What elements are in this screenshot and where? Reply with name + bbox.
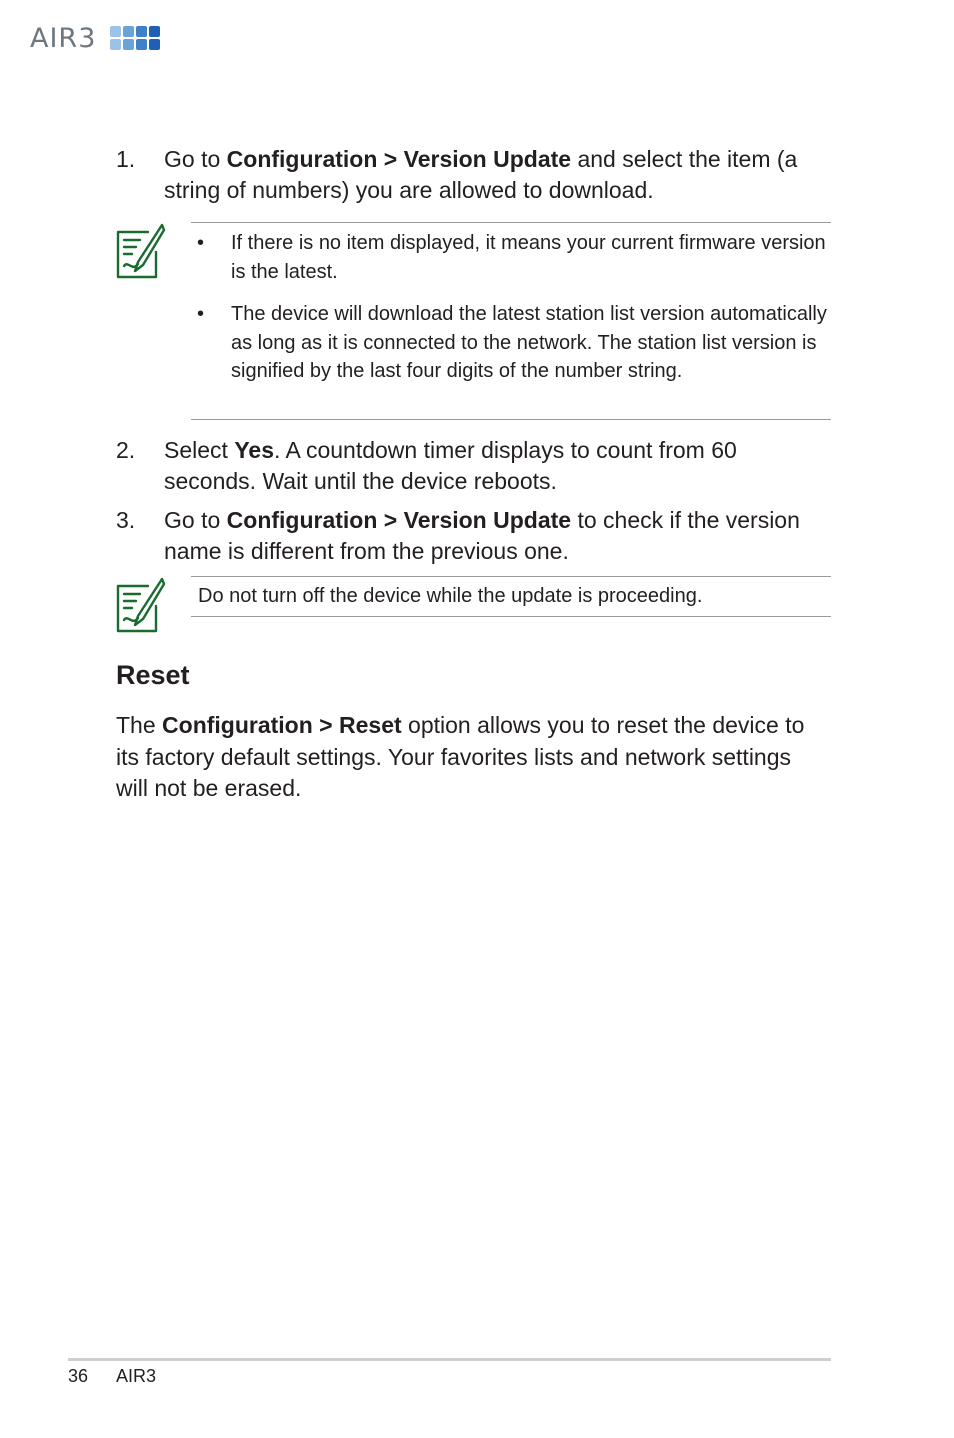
bullet: •: [197, 303, 205, 325]
text: Go to: [164, 146, 227, 172]
note-pencil-icon: [114, 222, 166, 280]
menu-separator: >: [377, 507, 404, 533]
page-number: 36: [68, 1366, 89, 1386]
note-pencil-icon: [114, 576, 166, 634]
menu-configuration: Configuration: [226, 146, 378, 172]
logo-square: [110, 39, 121, 50]
text: Go to: [164, 507, 227, 533]
note-box: [191, 222, 831, 420]
logo-square: [110, 26, 121, 37]
logo-square: [136, 39, 147, 50]
footer-divider: [68, 1358, 831, 1361]
step-number: 2.: [116, 437, 136, 463]
note-text: The device will download the latest station list version automatically as long as it is connected to the network. The station list version is signified by the last four digits of the number string.: [231, 303, 827, 382]
reset-paragraph: [116, 710, 828, 805]
option-yes: Yes: [234, 437, 274, 463]
menu-separator: >: [377, 146, 404, 172]
logo-square: [149, 26, 160, 37]
text: Select: [164, 437, 235, 463]
step-text: [164, 435, 826, 497]
text: The: [116, 712, 163, 738]
product-logo-text: AIR3: [30, 22, 97, 54]
text: option allows you to reset the device to its factory default settings. Your favorites lists and network settings will not be erased.: [116, 712, 805, 801]
note-text: Do not turn off the device while the update is proceeding.: [198, 585, 703, 607]
text: and select the item (a string of numbers) you are allowed to download.: [164, 146, 798, 203]
header: [30, 22, 160, 54]
note-box: [191, 576, 831, 617]
logo-square: [123, 39, 134, 50]
step-text: [164, 505, 826, 567]
text: to check if the version name is different from the previous one.: [164, 507, 800, 564]
logo-square: [123, 26, 134, 37]
step-number: 1.: [116, 146, 136, 172]
text: . A countdown timer displays to count from 60 seconds. Wait until the device reboots.: [164, 437, 737, 494]
step-number: 3.: [116, 507, 136, 533]
menu-separator: >: [312, 712, 339, 738]
note-text: If there is no item displayed, it means your current firmware version is the latest.: [231, 232, 826, 283]
note-item: [191, 229, 831, 286]
bullet: •: [197, 232, 205, 254]
menu-configuration: Configuration: [162, 712, 313, 738]
step-text: [164, 144, 826, 206]
logo-square: [136, 26, 147, 37]
menu-version-update: Version Update: [403, 146, 572, 172]
section-title-reset: Reset: [116, 660, 190, 690]
logo-square: [149, 39, 160, 50]
note-item: [191, 300, 831, 386]
menu-reset: Reset: [339, 712, 402, 738]
menu-configuration: Configuration: [226, 507, 378, 533]
menu-version-update: Version Update: [403, 507, 572, 533]
product-logo-grid-icon: [110, 26, 160, 50]
footer-product: AIR3: [116, 1366, 157, 1386]
